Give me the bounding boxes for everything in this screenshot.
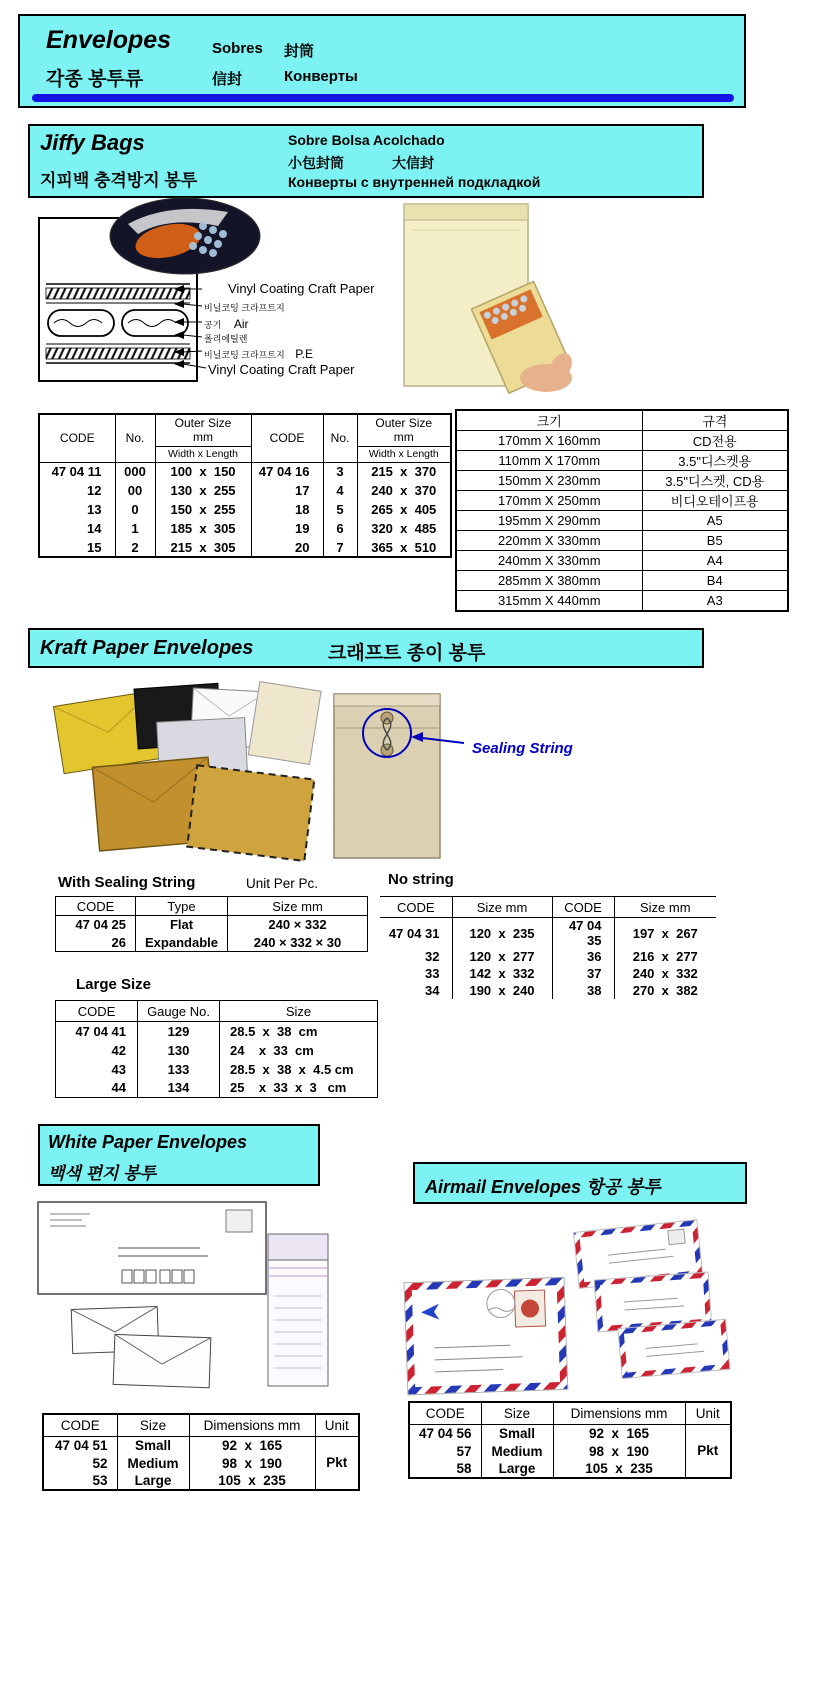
size-cell: 100 x 150 bbox=[155, 462, 251, 481]
size-cell: 365 x 510 bbox=[357, 538, 451, 557]
size-cell: 24 x 33 cm bbox=[220, 1041, 378, 1060]
spec-cell: 3.5"디스켓용 bbox=[642, 451, 788, 471]
code-cell: 57 bbox=[456, 1443, 472, 1459]
page-header-box bbox=[18, 14, 746, 108]
gauge-cell: 134 bbox=[138, 1079, 220, 1098]
no-cell: 000 bbox=[115, 462, 155, 481]
spec-cell: B5 bbox=[642, 531, 788, 551]
table-row bbox=[43, 1436, 359, 1454]
code-cell: 34 bbox=[425, 983, 440, 998]
sealing-string-envelope-photo bbox=[318, 688, 468, 866]
size-cell: 216 x 277 bbox=[614, 948, 716, 965]
table-row bbox=[409, 1424, 731, 1442]
size-cell: 270 x 382 bbox=[614, 982, 716, 999]
diagram-label-top: Vinyl Coating Craft Paper bbox=[228, 281, 375, 296]
airmail-title: Airmail Envelopes 항공 봉투 bbox=[425, 1177, 661, 1197]
column-header-gauge: Gauge No. bbox=[138, 1001, 220, 1022]
size-cell: 25 x 33 x 3 cm bbox=[220, 1079, 378, 1098]
table-row bbox=[39, 538, 451, 557]
outer-size-label: Outer Size bbox=[174, 415, 232, 430]
column-header-type: Type bbox=[136, 897, 228, 916]
large-size-table-wrapper bbox=[55, 1000, 377, 1098]
table-row bbox=[409, 1442, 731, 1460]
code-cell: 47 04 56 bbox=[418, 1425, 472, 1441]
type-cell: Expandable bbox=[136, 934, 228, 952]
code-cell: 14 bbox=[87, 521, 102, 536]
sealing-string-annotation: Sealing String bbox=[472, 740, 573, 757]
dimensions-cell: 105 x 235 bbox=[553, 1460, 685, 1478]
code-cell: 47 04 11 bbox=[51, 464, 102, 480]
header-divider-bar bbox=[32, 94, 734, 102]
code-cell: 47 04 31 bbox=[388, 925, 440, 941]
no-cell: 2 bbox=[115, 538, 155, 557]
white-section-header-box bbox=[38, 1124, 320, 1186]
white-title: White Paper Envelopes bbox=[48, 1132, 248, 1152]
no-cell: 0 bbox=[115, 500, 155, 519]
gauge-cell: 130 bbox=[138, 1041, 220, 1060]
size-cell: 240 × 332 × 30 bbox=[228, 934, 368, 952]
page-title-korean: 각종 봉투류 bbox=[46, 69, 144, 90]
white-title-korean: 백색 편지 봉투 bbox=[48, 1164, 156, 1183]
size-cell: Small bbox=[481, 1424, 553, 1442]
code-cell: 47 04 41 bbox=[75, 1023, 126, 1039]
with-string-table-wrapper bbox=[55, 896, 367, 952]
title-chinese: 信封 bbox=[212, 71, 243, 88]
outer-size-mm-label: mm bbox=[193, 430, 213, 445]
jiffy-spec-table-wrapper bbox=[455, 409, 787, 612]
size-cell: 120 x 235 bbox=[452, 918, 552, 949]
gauge-cell: 129 bbox=[138, 1022, 220, 1041]
table-row bbox=[456, 471, 788, 491]
table-row bbox=[456, 591, 788, 611]
dimensions-cell: 92 x 165 bbox=[189, 1436, 315, 1454]
code-cell: 20 bbox=[251, 538, 323, 557]
airmail-envelopes-table bbox=[408, 1401, 732, 1479]
size-cell: 195mm X 290mm bbox=[456, 511, 642, 531]
column-header-unit: Unit bbox=[315, 1414, 359, 1436]
title-russian: Конверты bbox=[284, 68, 358, 85]
white-envelopes-table bbox=[42, 1413, 360, 1491]
column-header-code: CODE bbox=[43, 1414, 117, 1436]
code-cell: 44 bbox=[111, 1080, 126, 1096]
table-row bbox=[56, 1041, 378, 1060]
width-length-label: Width x Length bbox=[155, 446, 251, 462]
size-cell: 320 x 485 bbox=[357, 519, 451, 538]
jiffy-codes-table bbox=[38, 413, 452, 558]
spec-cell: A4 bbox=[642, 551, 788, 571]
code-cell: 32 bbox=[425, 949, 440, 964]
white-table-wrapper bbox=[42, 1413, 358, 1491]
size-cell: 120 x 277 bbox=[452, 948, 552, 965]
dimensions-cell: 92 x 165 bbox=[553, 1424, 685, 1442]
title-japanese: 封筒 bbox=[284, 43, 315, 60]
no-cell: 6 bbox=[323, 519, 357, 538]
table-row bbox=[56, 916, 368, 934]
airmail-envelopes-illustration bbox=[398, 1218, 740, 1403]
column-header-no-2: No. bbox=[323, 414, 357, 462]
column-header-size: Size bbox=[117, 1414, 189, 1436]
table-row bbox=[456, 451, 788, 471]
airmail-section-header-box bbox=[413, 1162, 747, 1204]
page-title: Envelopes bbox=[46, 26, 172, 54]
dimensions-cell: 98 x 190 bbox=[189, 1454, 315, 1472]
size-cell: 150 x 255 bbox=[155, 500, 251, 519]
column-header-size-ko: 크기 bbox=[456, 410, 642, 431]
code-cell: 15 bbox=[87, 539, 102, 555]
no-string-heading: No string bbox=[388, 871, 454, 888]
column-header-code: CODE bbox=[409, 1402, 481, 1424]
column-header-spec-ko: 규격 bbox=[642, 410, 788, 431]
diagram-label-bottom: Vinyl Coating Craft Paper bbox=[208, 362, 355, 377]
width-length-label-2: Width x Length bbox=[357, 446, 451, 462]
code-cell: 26 bbox=[111, 934, 126, 950]
size-cell: 220mm X 330mm bbox=[456, 531, 642, 551]
jiffy-spec-table bbox=[455, 409, 789, 612]
size-cell: 240 × 332 bbox=[228, 916, 368, 934]
column-header-size-2: Size mm bbox=[614, 897, 716, 918]
code-cell: 19 bbox=[251, 519, 323, 538]
code-cell: 52 bbox=[92, 1455, 108, 1471]
code-cell: 58 bbox=[456, 1461, 472, 1476]
column-header-outer-size-2 bbox=[357, 414, 451, 446]
code-cell: 12 bbox=[87, 483, 102, 498]
jiffy-bag-photo bbox=[398, 200, 583, 398]
spec-cell: 3.5"디스켓, CD용 bbox=[642, 471, 788, 491]
column-header-code: CODE bbox=[56, 1001, 138, 1022]
size-cell: 215 x 305 bbox=[155, 538, 251, 557]
diagram-label-air-en: Air bbox=[233, 317, 249, 331]
column-header-code: CODE bbox=[380, 897, 452, 918]
code-cell: 36 bbox=[552, 948, 614, 965]
no-cell: 4 bbox=[323, 481, 357, 500]
size-cell: 28.5 x 38 cm bbox=[220, 1022, 378, 1041]
kraft-section-header-box bbox=[28, 628, 704, 668]
size-cell: 315mm X 440mm bbox=[456, 591, 642, 611]
jiffy-title-chinese: 小包封筒 bbox=[288, 155, 344, 171]
unit-per-pc-note: Unit Per Pc. bbox=[246, 876, 319, 891]
code-cell: 42 bbox=[111, 1042, 126, 1058]
table-row bbox=[409, 1460, 731, 1478]
diagram-label-pe-en: P.E bbox=[295, 347, 313, 361]
table-row bbox=[56, 1060, 378, 1079]
table-row bbox=[456, 431, 788, 451]
jiffy-title-korean: 지피백 충격방지 봉투 bbox=[40, 171, 198, 190]
diagram-label-craft-pe bbox=[204, 345, 313, 363]
size-cell: 170mm X 160mm bbox=[456, 431, 642, 451]
jiffy-title-russian: Конверты с внутренней подкладкой bbox=[288, 174, 541, 190]
with-string-table bbox=[55, 896, 368, 952]
column-header-size: Size mm bbox=[452, 897, 552, 918]
column-header-outer-size bbox=[155, 414, 251, 446]
code-cell: 47 04 51 bbox=[54, 1437, 108, 1453]
size-cell: 240 x 370 bbox=[357, 481, 451, 500]
column-header-dimensions: Dimensions mm bbox=[553, 1402, 685, 1424]
table-row bbox=[380, 948, 716, 965]
jiffy-title-chinese-2: 大信封 bbox=[392, 155, 434, 171]
diagram-label-pe-ko: 폴리에틸렌 bbox=[204, 334, 248, 344]
size-cell: 285mm X 380mm bbox=[456, 571, 642, 591]
code-cell: 37 bbox=[552, 965, 614, 982]
table-row bbox=[380, 918, 716, 949]
bubble-lining-photo bbox=[108, 196, 262, 276]
size-cell: 240 x 332 bbox=[614, 965, 716, 982]
table-row bbox=[380, 965, 716, 982]
table-row bbox=[56, 1022, 378, 1041]
jiffy-title: Jiffy Bags bbox=[40, 130, 145, 155]
column-header-code: CODE bbox=[56, 897, 136, 916]
size-cell: Medium bbox=[481, 1442, 553, 1460]
column-header-code: CODE bbox=[39, 414, 115, 462]
kraft-envelopes-photo bbox=[40, 676, 335, 871]
size-cell: 142 x 332 bbox=[452, 965, 552, 982]
column-header-size: Size bbox=[481, 1402, 553, 1424]
size-cell: 215 x 370 bbox=[357, 462, 451, 481]
title-spanish: Sobres bbox=[212, 40, 263, 57]
code-cell: 47 04 16 bbox=[251, 462, 323, 481]
table-row bbox=[39, 519, 451, 538]
column-header-code-2: CODE bbox=[552, 897, 614, 918]
diagram-label-air bbox=[204, 315, 249, 333]
size-cell: 265 x 405 bbox=[357, 500, 451, 519]
unit-cell: Pkt bbox=[685, 1424, 731, 1478]
table-row bbox=[39, 462, 451, 481]
table-row bbox=[380, 982, 716, 999]
diagram-label-craft-ko-2: 비닐코팅 크라프트지 bbox=[204, 350, 285, 360]
table-row bbox=[456, 491, 788, 511]
size-cell: 240mm X 330mm bbox=[456, 551, 642, 571]
table-row bbox=[43, 1454, 359, 1472]
outer-size-label-2: Outer Size bbox=[375, 415, 433, 430]
code-cell: 47 04 25 bbox=[75, 917, 126, 933]
table-row bbox=[456, 531, 788, 551]
kraft-title-korean: 크래프트 종이 봉투 bbox=[328, 643, 486, 664]
table-row bbox=[43, 1472, 359, 1490]
no-string-table-wrapper bbox=[380, 896, 716, 999]
jiffy-section-header-box bbox=[28, 124, 704, 198]
no-cell: 5 bbox=[323, 500, 357, 519]
type-cell: Flat bbox=[136, 916, 228, 934]
outer-size-mm-label-2: mm bbox=[393, 430, 414, 445]
table-row bbox=[456, 571, 788, 591]
spec-cell: 비디오테이프용 bbox=[642, 491, 788, 511]
with-sealing-string-heading: With Sealing String bbox=[58, 874, 196, 891]
code-cell: 33 bbox=[425, 966, 440, 981]
airmail-table-wrapper bbox=[408, 1401, 730, 1479]
large-size-heading: Large Size bbox=[76, 976, 152, 993]
column-header-size: Size mm bbox=[228, 897, 368, 916]
size-cell: Small bbox=[117, 1436, 189, 1454]
code-cell: 38 bbox=[552, 982, 614, 999]
no-cell: 3 bbox=[323, 462, 357, 481]
table-row bbox=[456, 511, 788, 531]
column-header-code-2: CODE bbox=[251, 414, 323, 462]
size-cell: 190 x 240 bbox=[452, 982, 552, 999]
no-cell: 00 bbox=[115, 481, 155, 500]
dimensions-cell: 105 x 235 bbox=[189, 1472, 315, 1490]
table-row bbox=[39, 500, 451, 519]
kraft-title: Kraft Paper Envelopes bbox=[40, 637, 254, 659]
code-cell: 53 bbox=[92, 1473, 108, 1488]
size-cell: 150mm X 230mm bbox=[456, 471, 642, 491]
code-cell: 47 04 35 bbox=[552, 918, 614, 949]
table-row bbox=[56, 934, 368, 952]
table-row bbox=[456, 551, 788, 571]
size-cell: 28.5 x 38 x 4.5 cm bbox=[220, 1060, 378, 1079]
no-string-table bbox=[380, 896, 716, 999]
gauge-cell: 133 bbox=[138, 1060, 220, 1079]
table-row bbox=[39, 481, 451, 500]
code-cell: 18 bbox=[251, 500, 323, 519]
spec-cell: A5 bbox=[642, 511, 788, 531]
column-header-dimensions: Dimensions mm bbox=[189, 1414, 315, 1436]
spec-cell: CD전용 bbox=[642, 431, 788, 451]
spec-cell: B4 bbox=[642, 571, 788, 591]
diagram-label-air-ko: 공기 bbox=[204, 320, 222, 330]
table-row bbox=[56, 1079, 378, 1098]
size-cell: 185 x 305 bbox=[155, 519, 251, 538]
dimensions-cell: 98 x 190 bbox=[553, 1442, 685, 1460]
unit-cell: Pkt bbox=[315, 1436, 359, 1490]
size-cell: Medium bbox=[117, 1454, 189, 1472]
size-cell: 110mm X 170mm bbox=[456, 451, 642, 471]
spec-cell: A3 bbox=[642, 591, 788, 611]
code-cell: 13 bbox=[87, 502, 102, 517]
column-header-no: No. bbox=[115, 414, 155, 462]
code-cell: 17 bbox=[251, 481, 323, 500]
diagram-label-craft-ko-1: 비닐코팅 크라프트지 bbox=[204, 303, 285, 313]
jiffy-codes-table-wrapper bbox=[38, 413, 450, 558]
column-header-unit: Unit bbox=[685, 1402, 731, 1424]
size-cell: 170mm X 250mm bbox=[456, 491, 642, 511]
size-cell: 197 x 267 bbox=[614, 918, 716, 949]
large-size-table bbox=[55, 1000, 378, 1098]
code-cell: 43 bbox=[111, 1061, 126, 1077]
white-envelopes-illustration bbox=[30, 1196, 332, 1401]
size-cell: Large bbox=[117, 1472, 189, 1490]
no-cell: 1 bbox=[115, 519, 155, 538]
size-cell: 130 x 255 bbox=[155, 481, 251, 500]
column-header-size: Size bbox=[220, 1001, 378, 1022]
no-cell: 7 bbox=[323, 538, 357, 557]
jiffy-title-spanish: Sobre Bolsa Acolchado bbox=[288, 132, 445, 148]
size-cell: Large bbox=[481, 1460, 553, 1478]
